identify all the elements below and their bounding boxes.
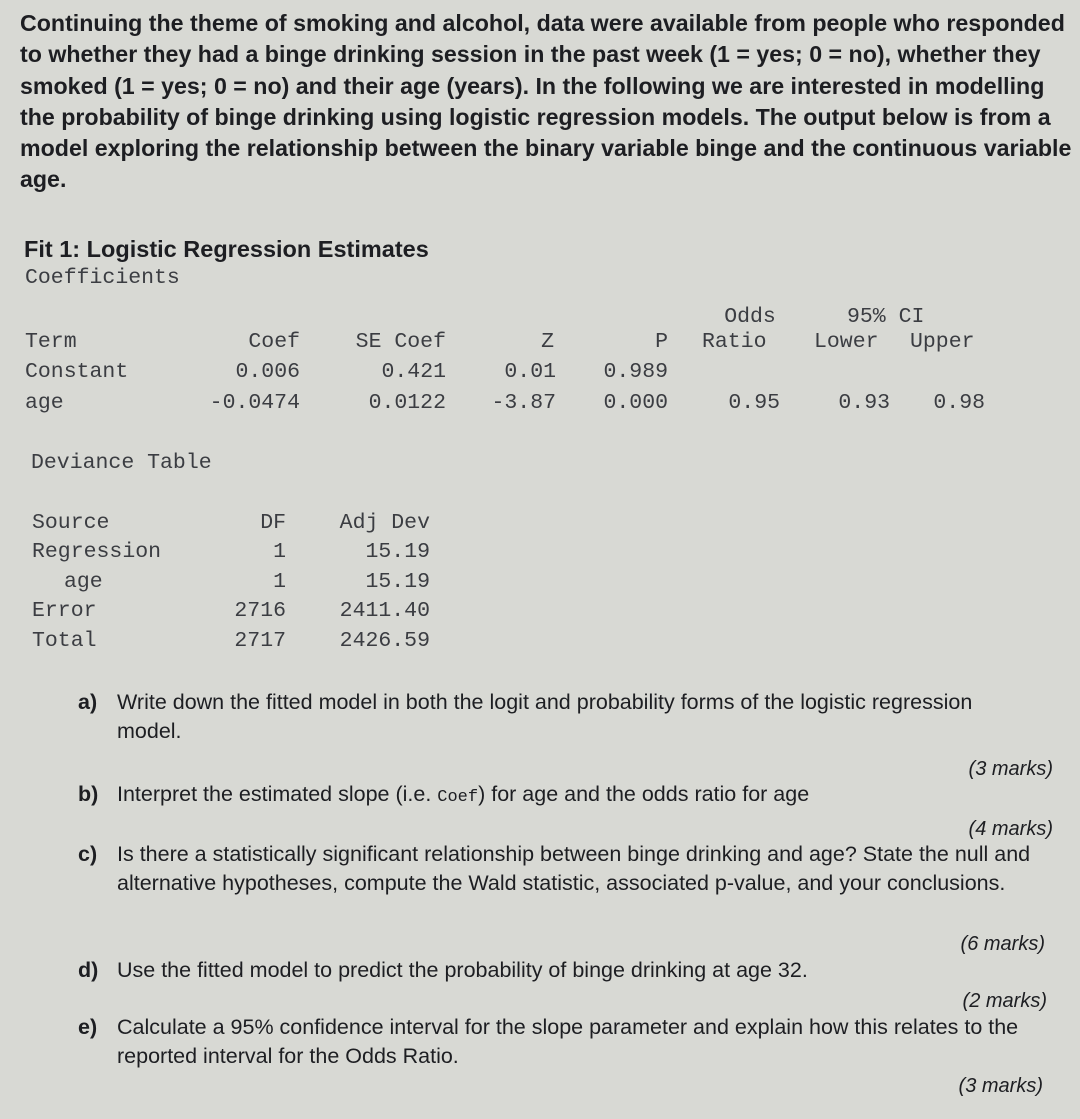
deviance-row-adj-dev: 15.19: [365, 570, 430, 594]
question-d-marks: (2 marks): [962, 990, 1047, 1012]
odds-header: Odds: [724, 305, 776, 329]
source-header: Source: [32, 511, 110, 535]
coef-row-odds-ratio: 0.95: [728, 391, 780, 415]
question-c-label: c): [78, 842, 98, 866]
df-header: DF: [260, 511, 286, 535]
deviance-row-df: 1: [273, 570, 286, 594]
ci-header: 95% CI: [847, 305, 925, 329]
coef-row-term: age: [25, 391, 64, 415]
deviance-row-source: Regression: [32, 540, 162, 564]
z-header: Z: [541, 330, 554, 354]
deviance-row-df: 2717: [234, 629, 286, 653]
question-e-marks: (3 marks): [958, 1075, 1043, 1097]
upper-header: Upper: [910, 330, 975, 354]
se-coef-header: SE Coef: [355, 330, 446, 354]
deviance-row-source: Error: [32, 599, 97, 623]
deviance-row-source: Total: [32, 629, 97, 653]
fit-title: Fit 1: Logistic Regression Estimates: [24, 236, 429, 262]
coef-code: Coef: [437, 788, 479, 807]
coef-row-se: 0.421: [381, 360, 446, 384]
coef-row-se: 0.0122: [368, 391, 446, 415]
term-header: Term: [25, 330, 77, 354]
deviance-row-df: 2716: [234, 599, 286, 623]
question-b-text-after: ) for age and the odds ratio for age: [478, 782, 810, 806]
p-header: P: [655, 330, 668, 354]
question-b-label: b): [78, 782, 99, 806]
coef-row-upper: 0.98: [933, 391, 985, 415]
deviance-heading: Deviance Table: [31, 451, 212, 475]
question-b-marks: (4 marks): [968, 818, 1053, 840]
question-b-text: [117, 780, 1037, 812]
coef-row-coef: 0.006: [235, 360, 300, 384]
question-a-text: Write down the fitted model in both the logit and probability forms of the logistic regression model.: [117, 690, 973, 743]
question-e-label: e): [78, 1015, 98, 1039]
deviance-row-adj-dev: 2426.59: [339, 629, 430, 653]
question-c-text: Is there a statistically significant relationship between binge drinking and age? State the null and alternative hypotheses, compute the Wald statistic, associated p-value, and your conclusions.: [117, 842, 1031, 895]
coef-row-z: 0.01: [504, 360, 556, 384]
lower-header: Lower: [814, 330, 879, 354]
question-d-label: d): [78, 958, 99, 982]
intro-paragraph: Continuing the theme of smoking and alcohol, data were available from people who responded to whether they had a binge drinking session in the past week (1 = yes; 0 = no), whether they smoked (1 = yes; 0 = no) and their age (years). In the following we are interested in modelling the probability of binge drinking using logistic regression models. The output below is from a model exploring the relationship between the binary variable binge and the continuous variable age.: [20, 10, 1072, 193]
coef-header: Coef: [248, 330, 300, 354]
adj-dev-header: Adj Dev: [339, 511, 430, 535]
deviance-row-adj-dev: 15.19: [365, 540, 430, 564]
question-c-marks: (6 marks): [960, 933, 1045, 955]
coef-row-z: -3.87: [491, 391, 556, 415]
deviance-row-adj-dev: 2411.40: [339, 599, 430, 623]
question-a-label: a): [78, 690, 98, 714]
question-d-text: Use the fitted model to predict the probability of binge drinking at age 32.: [117, 958, 808, 982]
coef-row-term: Constant: [25, 360, 129, 384]
question-e-text: Calculate a 95% confidence interval for the slope parameter and explain how this relates to the reported interval for the Odds Ratio.: [117, 1015, 1019, 1068]
deviance-row-source: age: [64, 570, 103, 594]
coef-row-lower: 0.93: [838, 391, 890, 415]
coef-row-coef: -0.0474: [209, 391, 300, 415]
question-b-text-before: Interpret the estimated slope (i.e.: [117, 782, 438, 806]
coefficients-heading: Coefficients: [25, 266, 180, 290]
question-a-marks: (3 marks): [968, 758, 1053, 780]
ratio-header: Ratio: [702, 330, 767, 354]
coef-row-p: 0.989: [603, 360, 668, 384]
deviance-row-df: 1: [273, 540, 286, 564]
coef-row-p: 0.000: [603, 391, 668, 415]
